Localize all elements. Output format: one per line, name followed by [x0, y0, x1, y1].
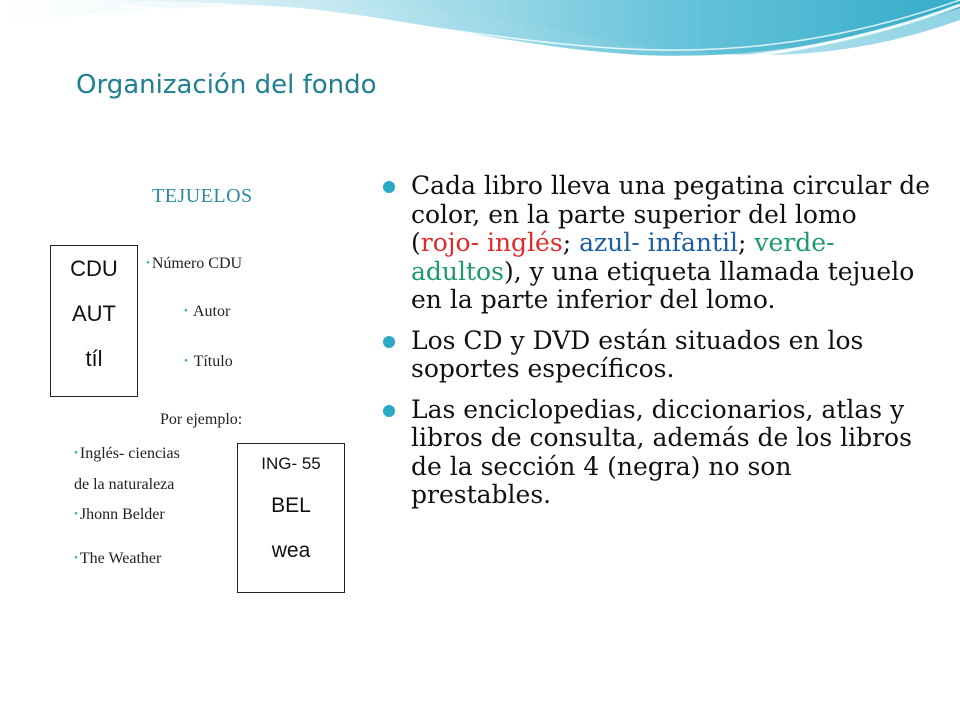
- paragraph-pegatina: Cada libro lleva una pegatina circular de color, en la parte superior del lomo (rojo- inglés; azul- infantil; verde- adultos), y una etiqueta llamada tejuelo en la parte inferior del lomo.: [411, 172, 931, 315]
- bullet-ingles-ciencias: • Inglés- ciencias: [74, 445, 180, 462]
- bullet-ingles-ciencias-continuation: de la naturaleza: [74, 476, 175, 493]
- bullet-dot-icon: •: [74, 508, 78, 520]
- bullet-dot-icon: [383, 336, 395, 348]
- paragraph-cd-dvd: Los CD y DVD están situados en los soportes específicos.: [411, 327, 931, 384]
- bullet-the-weather: • The Weather: [74, 550, 162, 567]
- bullet-dot-icon: •: [184, 305, 188, 317]
- tejuelo2-line-bel: BEL: [271, 494, 311, 517]
- tejuelo-line-cdu: CDU: [70, 256, 118, 281]
- tejuelo-line-aut: AUT: [72, 301, 116, 326]
- tejuelo-example-box: [50, 245, 138, 397]
- tejuelo-line-til: tíl: [85, 346, 103, 371]
- bullet-dot-icon: •: [146, 257, 150, 269]
- slide-title: Organización del fondo: [76, 70, 377, 100]
- tejuelo-example-box-2: [237, 443, 345, 593]
- bullet-dot-icon: [383, 405, 395, 417]
- verde-adultos-text: verde- adultos: [411, 228, 835, 286]
- bullet-jhonn-belder: • Jhonn Belder: [74, 506, 165, 523]
- example-label: Por ejemplo:: [160, 411, 243, 428]
- bullet-autor: • Autor: [184, 303, 231, 320]
- bullet-dot-icon: •: [74, 447, 78, 459]
- tejuelo2-line-ing: ING- 55: [261, 454, 321, 473]
- bullet-titulo: • Título: [184, 353, 233, 370]
- tejuelos-heading: TEJUELOS: [152, 185, 253, 207]
- rojo-ingles-text: rojo- inglés: [420, 228, 563, 257]
- bullet-dot-icon: [383, 181, 395, 193]
- bullet-numero-cdu: • Número CDU: [146, 255, 243, 272]
- main-text-list: [411, 172, 931, 522]
- azul-infantil-text: azul- infantil: [579, 228, 739, 257]
- bullet-dot-icon: •: [74, 552, 78, 564]
- tejuelo2-line-wea: wea: [271, 539, 311, 562]
- paragraph-enciclopedias: Las enciclopedias, diccionarios, atlas y libros de consulta, además de los libros de la sección 4 (negra) no son prestables.: [411, 396, 931, 510]
- bullet-dot-icon: •: [184, 355, 188, 367]
